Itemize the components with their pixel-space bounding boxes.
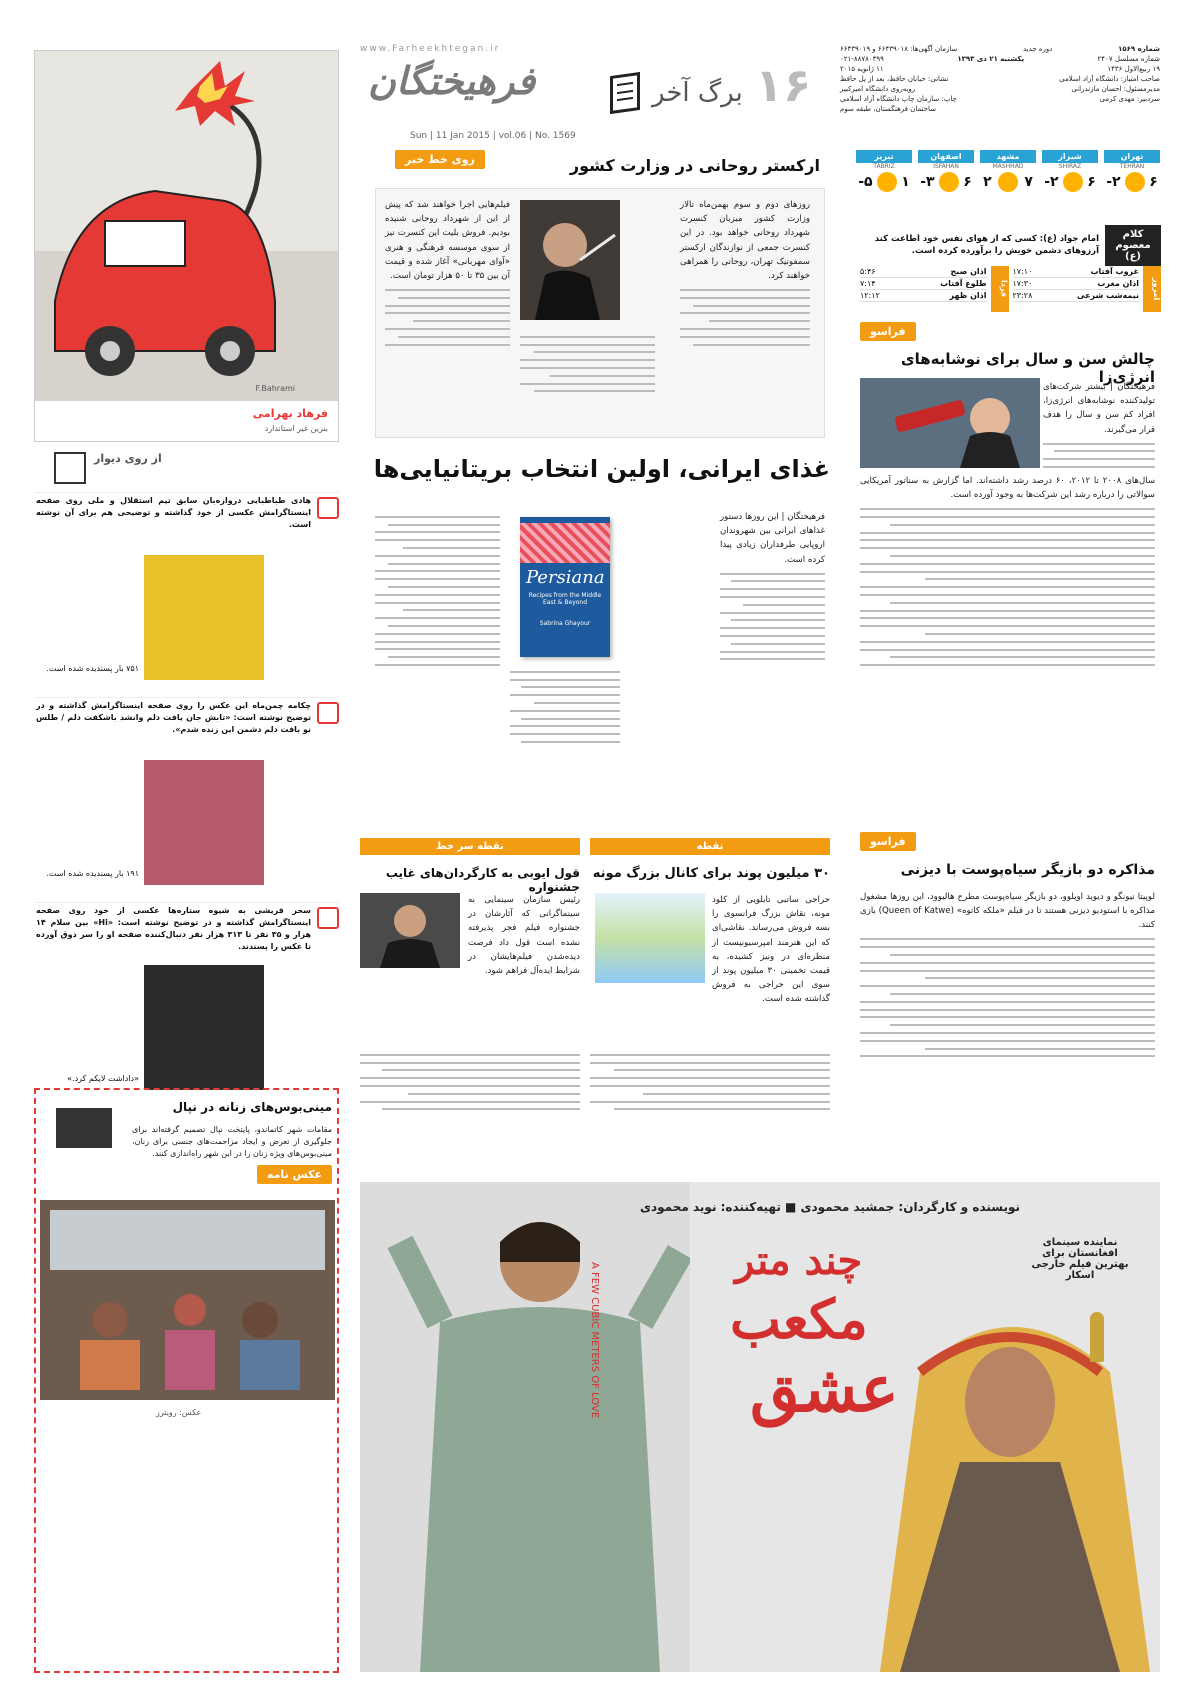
- address-line: نشانی: خیابان حافظ، بعد از پل حافظ: [840, 75, 949, 83]
- wall-tag: از روی دیوار: [94, 452, 162, 465]
- nepal-credit: عکس: رویترز: [156, 1408, 202, 1417]
- phone-ads: سازمان آگهی‌ها: ۶۶۴۳۹۰۱۸ و ۶۶۴۳۹۰۱۹: [840, 45, 958, 53]
- manager-line: مدیرمسئول: احسان مازندرانی: [1071, 85, 1160, 93]
- user-icon: [317, 702, 339, 724]
- weather-city-en: ISFAHAN: [933, 163, 959, 170]
- weather-city-en: TEHRAN: [1119, 163, 1145, 170]
- user-icon: [317, 907, 339, 929]
- issue-no: شماره ۱۵۶۹: [1118, 45, 1160, 53]
- sun-cloud-icon: [998, 172, 1018, 192]
- prayer-label: اذان صبح: [950, 267, 987, 276]
- prayer-time: ۱۷:۱۰: [1012, 267, 1033, 276]
- wall-post: [34, 492, 339, 687]
- date-hijri: ۱۹ ربیع‌الاول ۱۴۳۶: [1107, 65, 1160, 73]
- ayoubi-photo: [360, 893, 460, 968]
- page-title-icon: [610, 72, 640, 114]
- wall-post-likes: «داداشت لایکم کرد.»: [67, 1074, 139, 1083]
- fund-headline: ۳۰ میلیون پوند برای کانال بزرگ مونه: [592, 866, 830, 881]
- weather-city-en: MASHHAD: [992, 163, 1024, 170]
- wall-post: [34, 902, 339, 1097]
- sun-cloud-icon: [877, 172, 897, 192]
- orchestra-col2: فیلم‌هایی اجرا خواهند شد که پیش از این از شهرداد روحانی شنیده بودیم. فروش بلیت این کنسرت نیز از سوی موسسه فرهنگی و هنری «آوای مهربانی» آغاز شده و قیمت آن بین ۳۵ تا ۵۰ هزار تومان است.: [385, 198, 510, 351]
- weather-lo: ۲-: [1106, 174, 1121, 190]
- weather-city-en: SHIRAZ: [1058, 163, 1082, 170]
- orchestra-article: [360, 150, 830, 445]
- wall-post-likes: ۱۹۱ بار پسندیده شده است.: [46, 869, 139, 878]
- date-line-en: Sun | 11 Jan 2015 | vol.06 | No. 1569: [410, 131, 576, 141]
- prayer-time: ۱۷:۳۰: [1012, 279, 1033, 288]
- weather-city: [918, 150, 974, 220]
- building-line: ساختمان فرهنگستان، طبقه سوم: [840, 105, 936, 113]
- prayer-tag-today: امروز: [1143, 266, 1161, 312]
- film-poster-girl: [860, 1292, 1160, 1672]
- nepal-text: مقامات شهر کاتماندو، پایتخت نپال تصمیم گرفته‌اند برای جلوگیری از تعرض و ایجاد مزاحمت‌های جنسی برای زنان، مینی‌بوس‌های ویژه زنان را در این شهر راه‌اندازی کنند.: [132, 1125, 332, 1158]
- orchestra-col3: [520, 330, 655, 398]
- festival-article: [360, 838, 580, 1170]
- date-gregorian: ۱۱ ژانویه ۲۰۱۵: [840, 65, 884, 73]
- fax-line: ۰۲۱-۸۸۷۸۰۳۹۹: [840, 55, 884, 63]
- food-col2: [510, 665, 620, 749]
- orchestra-tag: روی خط خبر: [395, 150, 485, 169]
- wall-post-photo: [144, 760, 264, 885]
- festival-tag: نقطه سر خط: [360, 838, 580, 855]
- masthead-info: [840, 44, 1160, 116]
- weather-strip: [850, 150, 1160, 220]
- cartoon-artist: فرهاد بهرامی: [252, 407, 328, 420]
- weather-city-en: TABRIZ: [873, 163, 895, 170]
- energy-drinks-article: [855, 322, 1160, 822]
- editor-line: سردبیر: مهدی کرمی: [1099, 95, 1160, 103]
- prayer-row: [1013, 290, 1140, 302]
- orchestra-headline: ارکستر روحانی در وزارت کشور: [569, 156, 820, 175]
- paper-logo: فرهیختگان: [368, 58, 536, 103]
- weather-city: [856, 150, 912, 220]
- quote-label: کلام معصوم (ع): [1105, 225, 1161, 266]
- quote-box: [856, 228, 1161, 262]
- fund-text: حراجی ساتبی تابلویی از کلود مونه، نقاش بزرگ فرانسوی را بسه فروش می‌رساند. نقاشی‌ای که این هنرمند امپرسیونیست از منظره‌ای در ونیز کشیده، به قیمت تخمینی ۳۰ میلیون پوند از سوی این حراجی به فروش گذاشته شده است.: [712, 895, 830, 1005]
- prayer-time: ۷:۱۴: [860, 279, 876, 288]
- sun-cloud-icon: [939, 172, 959, 192]
- owner-line: صاحب امتیاز: دانشگاه آزاد اسلامی: [1059, 75, 1160, 83]
- energy-lead: فرهیختگان | بیشتر شرکت‌های تولیدکننده نوشابه‌های انرژی‌زا، افراد کم سن و سال را هدف قرار می‌گیرند.: [1043, 380, 1155, 474]
- food-col3: [375, 510, 500, 672]
- prayer-label: طلوع آفتاب: [940, 279, 987, 288]
- katwe-tag: فراسو: [860, 832, 916, 851]
- date-fa: یکشنبه ۲۱ دی ۱۳۹۳: [957, 55, 1025, 63]
- nepal-camera-icon: [56, 1108, 112, 1148]
- serial: شماره مسلسل ۲۴۰۷: [1097, 55, 1160, 63]
- prayer-row: [860, 278, 987, 290]
- nepal-tag: عکس‌ نامه: [257, 1165, 332, 1184]
- prayer-tag-tomorrow: فردا: [991, 266, 1009, 312]
- wall-section: [34, 452, 339, 1083]
- print-line: چاپ: سازمان چاپ دانشگاه آزاد اسلامی: [840, 95, 957, 103]
- weather-hi: ۶: [1149, 174, 1158, 190]
- website-url[interactable]: www.Farheekhtegan.ir: [360, 44, 501, 54]
- monet-painting: [595, 893, 705, 983]
- katwe-headline: مذاکره دو بازیگر سیاه‌پوست با دیزنی: [900, 862, 1155, 878]
- prayer-times: [856, 266, 1161, 312]
- prayer-row: [1013, 266, 1140, 278]
- sun-cloud-icon: [1063, 172, 1083, 192]
- weather-lo: ۳-: [920, 174, 935, 190]
- prayer-label: نیمه‌شب شرعی: [1076, 291, 1139, 300]
- weather-hi: ۱: [901, 174, 910, 190]
- wall-post-text: چکامه چمن‌ماه این عکس را روی صفحه اینستاگرامش گذاشته و در توضیح نوشته است: «تابش جان یافت دلم وانشد باشکفت دلم / طلس نو بافت دلم دشمن این زنده شدم».: [36, 701, 311, 734]
- svg-text:F.Bahrami: F.Bahrami: [255, 384, 295, 393]
- film-title-1: چند متر: [735, 1237, 863, 1284]
- cartoon-box: [34, 50, 339, 442]
- festival-headline: قول ایوبی به کارگردان‌های غایب جشنواره: [385, 866, 580, 894]
- weather-lo: ۲: [983, 174, 992, 190]
- prayer-row: [1013, 278, 1140, 290]
- wall-post: [34, 697, 339, 892]
- film-advertisement: [360, 1182, 1160, 1672]
- weather-lo: ۵-: [858, 174, 873, 190]
- persiana-book-cover: [520, 517, 610, 657]
- energy-tag: فراسو: [860, 322, 916, 341]
- wall-icon: [54, 452, 86, 484]
- orchestra-col1: روزهای دوم و سوم بهمن‌ماه تالار وزارت کشور میزبان کنسرت شهرداد روحانی خواهد بود. در این کنسرت جمعی از نوازندگان ارکستر سمفونیک تهران، روحانی را همراهی خواهند کرد.: [680, 198, 810, 351]
- user-icon: [317, 497, 339, 519]
- energy-photo: [860, 378, 1040, 468]
- film-title-2: مکعب: [730, 1287, 868, 1351]
- wall-post-likes: ۷۵۱ بار پسندیده شده است.: [46, 664, 139, 673]
- queen-katwe-article: [855, 832, 1160, 1172]
- weather-city: [1104, 150, 1160, 220]
- prayer-time: ۲۳:۲۸: [1012, 291, 1033, 300]
- prayer-row: [860, 266, 987, 278]
- wall-post-text: سحر قریشی به شیوه ستاره‌ها عکسی از خود روی صفحه اینستاگرامش گذاشته و در توضیح نوشته است: «Hi» بین سلام ۱۴ هزار و ۳۵ نفر تا ۳۱۳ هزار نفر دنبال‌کننده صفحه او را سر ذوق آورده تا عکس را پسندند.: [36, 906, 311, 951]
- cartoon-caption: بنزین غیر استاندارد: [264, 424, 328, 433]
- conductor-photo: [520, 200, 620, 320]
- food-headline: غذای ایرانی، اولین انتخاب بریتانیایی‌ها: [373, 455, 830, 483]
- prayer-label: اذان مغرب: [1097, 279, 1139, 288]
- weather-city: [980, 150, 1036, 220]
- katwe-text: لوپیتا نیونگو و دیوید اویلوو، دو بازیگر سیاه‌پوست مطرح هالیوود، این روزها مشغول مذاکره با استودیو دیزنی هستند تا در فیلم «ملکه کاتوه» (Queen of Katwe) بازی کنند.: [860, 890, 1155, 1063]
- film-badge: نماینده سینمای افغانستان برای بهترین فیلم خارجی اسکار: [1031, 1237, 1129, 1281]
- film-en-title: A FEW CUBIC METERS OF LOVE: [589, 1262, 600, 1419]
- film-poster-boy: [360, 1182, 690, 1672]
- weather-city: [1042, 150, 1098, 220]
- film-title-3: عشق: [750, 1352, 899, 1427]
- nepal-photo: [40, 1200, 335, 1400]
- weather-city-fa: تبریز: [856, 150, 912, 163]
- page-title: برگ آخر: [652, 78, 743, 108]
- wall-post-text: هادی طباطبایی دروازه‌بان سابق تیم استقلال و ملی روی صفحه اینستاگرامش عکسی از خود گذاشته و توضیحی هم برای آن نوشته است.: [36, 496, 311, 529]
- prayer-time: ۱۲:۱۲: [860, 291, 880, 300]
- cartoon-illustration: [35, 51, 338, 401]
- issue-period: دوره جدید: [1023, 45, 1053, 53]
- festival-text: رئیس سازمان سینمایی به سینماگرانی که آثارشان در جشنواره فیلم فجر پذیرفته نشده است قول داد فرصت دیده‌شدن فیلم‌هایشان در شرایط ایده‌آل فراهم شود.: [468, 895, 580, 977]
- book-author: Sabrina Ghayour: [539, 620, 591, 627]
- food-lead: فرهیختگان | این روزها دستور غذاهای ایرانی بین شهروندان اروپایی طرفداران زیادی پیدا کرده است.: [720, 510, 825, 666]
- weather-hi: ۶: [1087, 174, 1096, 190]
- fund-more: [590, 1048, 830, 1116]
- film-credits: نویسنده و کارگردان: جمشید محمودی ■ تهیه‌کننده: نوید محمودی: [640, 1200, 1021, 1214]
- weather-city-fa: شیراز: [1042, 150, 1098, 163]
- festival-more: [360, 1048, 580, 1116]
- page-number: ۱۶: [755, 58, 812, 112]
- wall-post-photo: [144, 555, 264, 680]
- prayer-label: غروب آفتاب: [1090, 267, 1139, 276]
- wall-post-photo: [144, 965, 264, 1090]
- weather-hi: ۶: [963, 174, 972, 190]
- weather-lo: ۲-: [1044, 174, 1059, 190]
- oscar-icon: [1090, 1312, 1104, 1362]
- quote-text: امام جواد (ع): کسی که از هوای نفس خود اطاعت کند آرزوهای دشمن خویش را برآورده کرده است.: [874, 234, 1099, 256]
- nepal-headline: مینی‌بوس‌های زنانه در نپال: [172, 1100, 332, 1114]
- persian-food-article: [360, 455, 830, 825]
- book-subtitle: Recipes from the Middle East & Beyond: [528, 592, 602, 606]
- weather-city-fa: مشهد: [980, 150, 1036, 163]
- prayer-time: ۵:۴۶: [860, 267, 876, 276]
- weather-city-fa: اصفهان: [918, 150, 974, 163]
- weather-hi: ۷: [1024, 174, 1033, 190]
- weather-city-fa: تهران: [1104, 150, 1160, 163]
- energy-body: سال‌های ۲۰۰۸ تا ۲۰۱۲، ۶۰ درصد رشد داشته‌اند. اما گزارش به سناتور آمریکایی سوالاتی را درباره رشد این شرکت‌ها به وجود آورده است.: [860, 474, 1155, 672]
- prayer-label: اذان ظهر: [949, 291, 987, 300]
- energy-headline: چالش سن و سال برای نوشابه‌های انرژی‌زا: [900, 350, 1155, 386]
- nepal-section: [34, 1088, 339, 1673]
- fund-tag: نقطه: [590, 838, 830, 855]
- service-line: روبه‌روی دانشگاه امیرکبیر: [840, 85, 916, 93]
- prayer-row: [860, 290, 987, 302]
- book-title: Persiana: [526, 567, 605, 588]
- sun-cloud-icon: [1125, 172, 1145, 192]
- fund-article: [590, 838, 830, 1170]
